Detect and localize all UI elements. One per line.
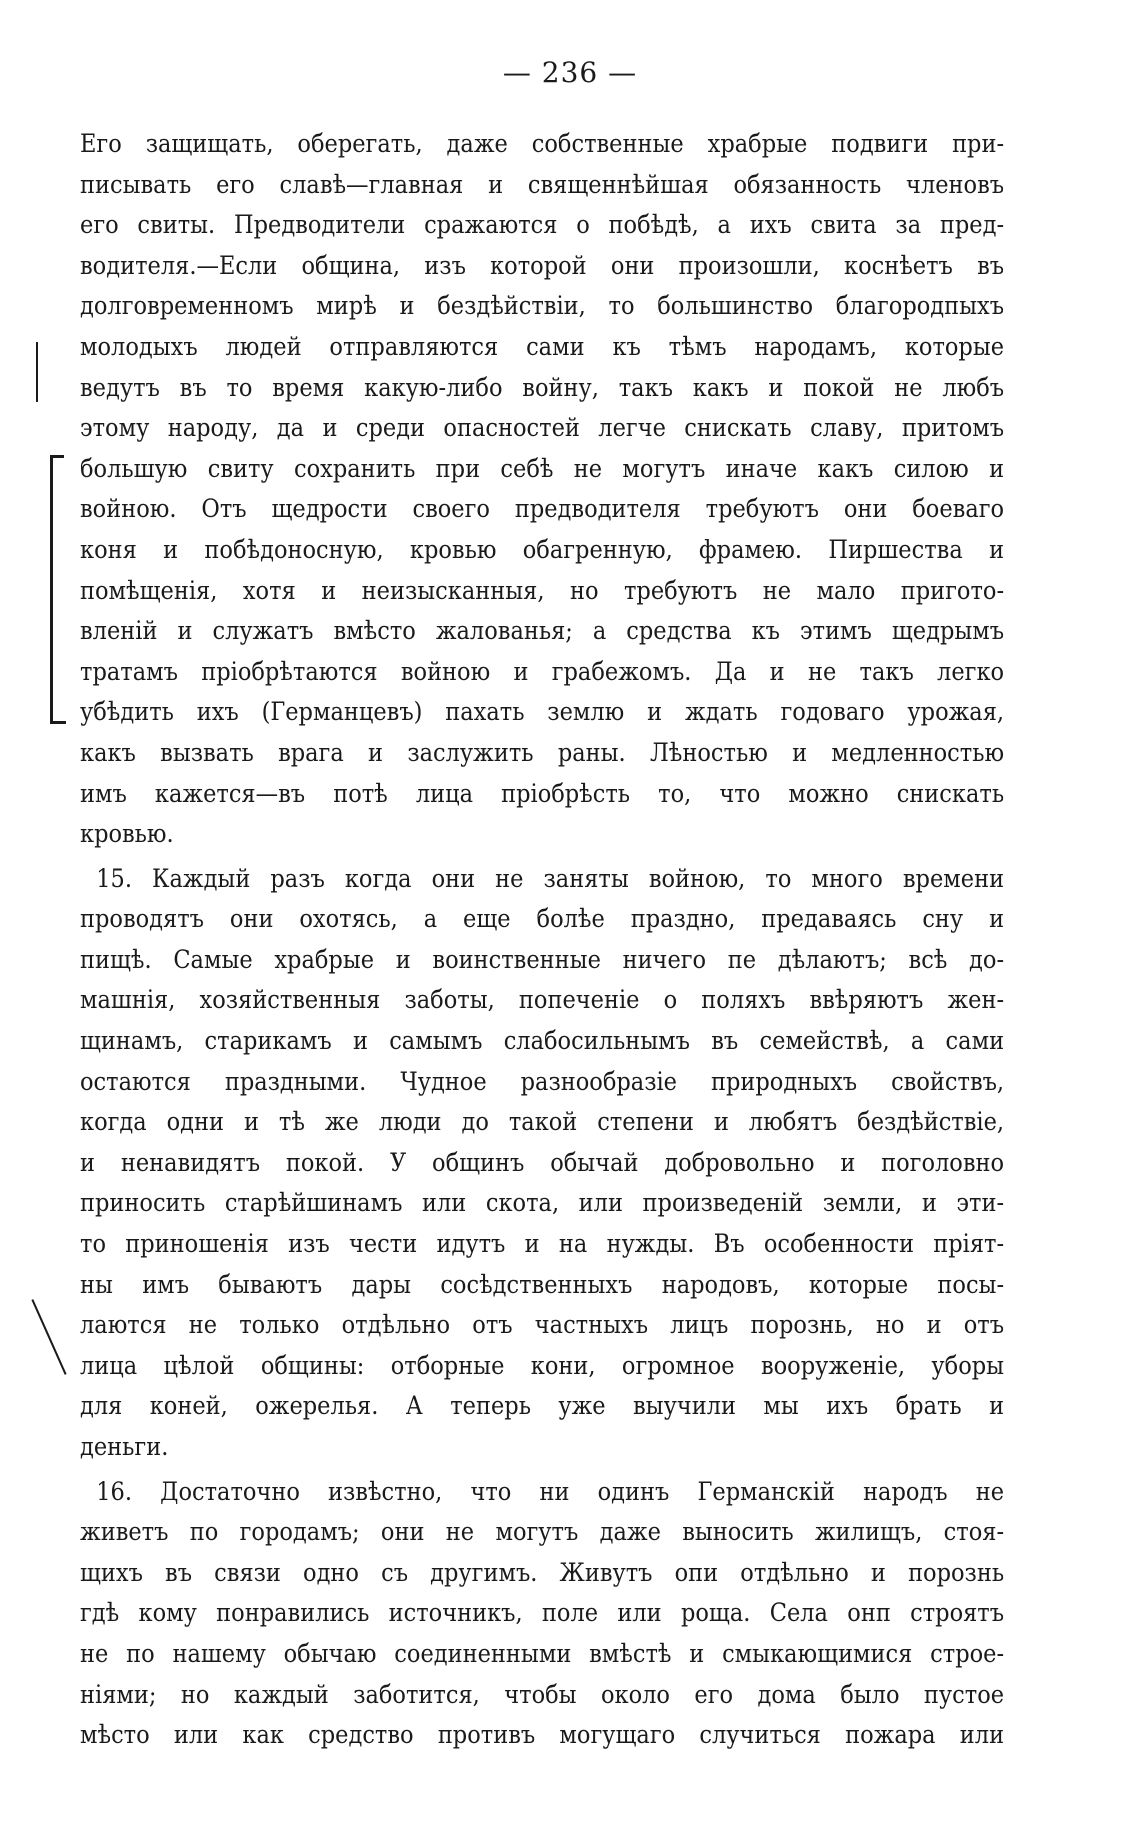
text-line: щихъ въ связи одно съ другимъ. Живутъ опи отдѣльно и порознь <box>80 1557 1005 1587</box>
text-line: лаются не только отдѣльно отъ частныхъ лицъ порознь, но и отъ <box>80 1310 1005 1340</box>
margin-bracket-mark <box>50 455 64 458</box>
text-line: ведутъ въ то время какую-либо войну, такъ какъ и покой не любъ <box>80 372 1005 402</box>
text-line: водителя.—Если община, изъ которой они произошли, коснѣетъ въ <box>80 250 1005 280</box>
text-line: ны имъ бываютъ дары сосѣдственныхъ народовъ, которые посы- <box>80 1269 1005 1299</box>
text-line: коня и побѣдоносную, кровью обагренную, фрамею. Пиршества и <box>80 534 1005 564</box>
text-line: мѣсто или как средство противъ могущаго случиться пожара или <box>80 1720 1005 1750</box>
text-line: войною. Отъ щедрости своего предводителя требуютъ они боеваго <box>80 494 1005 524</box>
text-line: приносить старѣйшинамъ или скота, или произведеній земли, и эти- <box>80 1188 1005 1218</box>
text-line: не по нашему обычаю соединенными вмѣстѣ и смыкающимися строе- <box>80 1638 1005 1668</box>
text-line: помѣщенія, хотя и неизысканныя, но требуютъ не мало пригото- <box>80 575 1005 605</box>
text-line: машнія, хозяйственныя заботы, попеченіе о поляхъ ввѣряютъ жен- <box>80 985 1005 1015</box>
text-line: то приношенія изъ чести идутъ и на нужды. Въ особенности пріят- <box>80 1229 1005 1259</box>
text-line: проводятъ они охотясь, а еще болѣе праздно, предаваясь сну и <box>80 904 1005 934</box>
text-line: ніями; но каждый заботится, чтобы около его дома было пустое <box>80 1679 1005 1709</box>
text-line: щинамъ, старикамъ и самымъ слабосильнымъ въ семействѣ, а сами <box>80 1026 1005 1056</box>
text-line: деньги. <box>80 1432 169 1461</box>
text-line: пищѣ. Самые храбрые и воинственные ничего пе дѣлаютъ; всѣ до- <box>80 944 1005 974</box>
text-line: вленій и служатъ вмѣсто жалованья; а средства къ этимъ щедрымъ <box>80 616 1005 646</box>
margin-bracket-mark <box>50 721 66 724</box>
text-line: живетъ по городамъ; они не могутъ даже выносить жилищъ, стоя- <box>80 1517 1005 1547</box>
text-line: для коней, ожерелья. А теперь уже выучили мы ихъ брать и <box>80 1391 1005 1421</box>
paragraph-16-start: 16. Достаточно извѣстно, что ни одинъ Германскій народъ не <box>96 1476 1005 1506</box>
text-line: имъ кажется—въ потѣ лица пріобрѣсть то, что можно снискать <box>80 778 1005 808</box>
text-line: гдѣ кому понравились источникъ, поле или роща. Села онп строятъ <box>80 1598 1005 1628</box>
text-line: Его защищать, оберегать, даже собственные храбрые подвиги при- <box>80 129 1005 158</box>
paragraph-15-start: 15. Каждый разъ когда они не заняты войною, то много времени <box>96 863 1005 893</box>
text-line: лица цѣлой общины: отборные кони, огромное вооруженіе, уборы <box>80 1350 1005 1380</box>
text-line: какъ вызвать врага и заслужить раны. Лѣностью и медленностью <box>80 737 1005 767</box>
text-line: долговременномъ мирѣ и бездѣйствіи, то большинство благородпыхъ <box>80 291 1005 321</box>
text-line: когда одни и тѣ же люди до такой степени и любятъ бездѣйствіе, <box>80 1107 1005 1137</box>
text-line: убѣдить ихъ (Германцевъ) пахать землю и ждать годоваго урожая, <box>80 697 1005 727</box>
text-line: молодыхъ людей отправляются сами къ тѣмъ народамъ, которые <box>80 331 1005 361</box>
text-line: и ненавидятъ покой. У общинъ обычай добровольно и поголовно <box>80 1147 1005 1177</box>
margin-slash-mark <box>31 1299 66 1375</box>
text-line: этому народу, да и среди опасностей легче снискать славу, притомъ <box>80 413 1005 443</box>
text-line: писывать его славѣ—главная и священнѣйшая обязанность членовъ <box>80 169 1005 199</box>
page-number: — 236 — <box>502 56 638 89</box>
text-line: его свиты. Предводители сражаются о побѣдѣ, а ихъ свита за пред- <box>80 210 1005 240</box>
text-line: кровью. <box>80 819 174 849</box>
text-line: остаются праздными. Чудное разнообразіе природныхъ свойствъ, <box>80 1066 1005 1096</box>
text-line: большую свиту сохранить при себѣ не могутъ иначе какъ силою и <box>80 453 1005 483</box>
margin-dash-mark <box>36 342 38 402</box>
text-line: тратамъ пріобрѣтаются войною и грабежомъ. Да и не такъ легко <box>80 656 1005 686</box>
body-text <box>80 124 1005 1756</box>
margin-bracket-mark <box>50 455 53 723</box>
